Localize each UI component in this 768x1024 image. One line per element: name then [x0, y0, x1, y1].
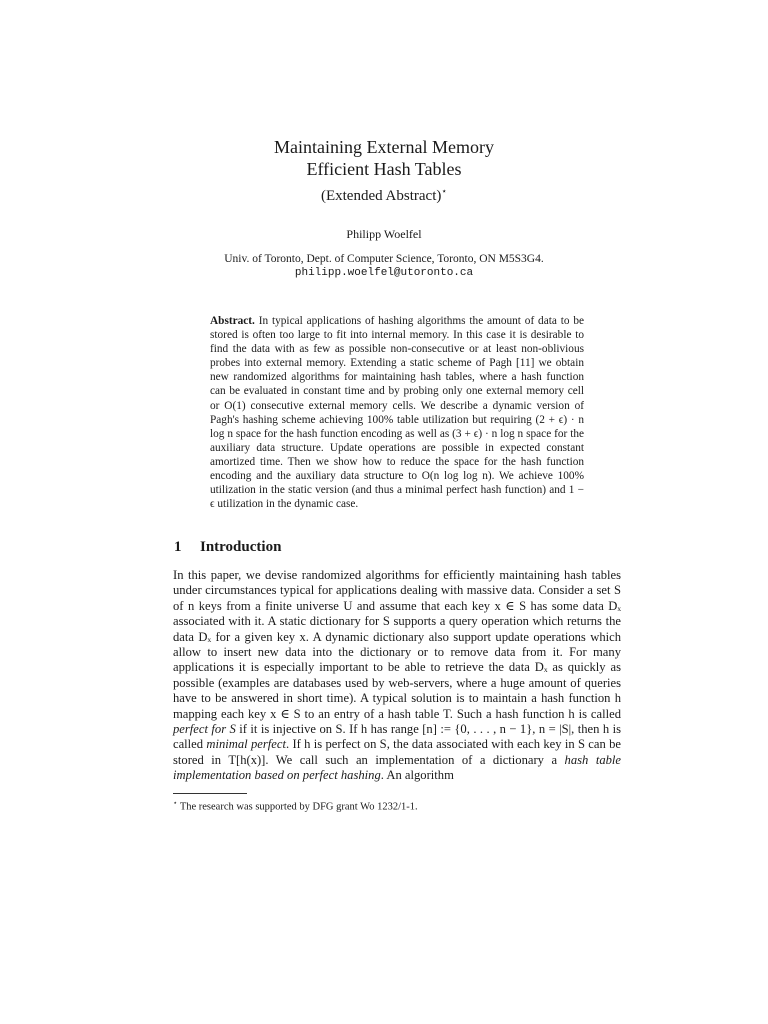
abstract — [210, 314, 584, 511]
subtitle-text: (Extended Abstract) — [320, 188, 442, 204]
footnote-text: The research was supported by DFG grant Wo 1232/1-1. — [179, 801, 418, 813]
intro-text-3: . If h is perfect on S, the data associated with each key in S can be stored in T[h(x)]. We call such an implementation of a dictionary a — [173, 737, 621, 767]
author-affiliation: Univ. of Toronto, Dept. of Computer Science, Toronto, ON M5S3G4. — [224, 253, 544, 265]
intro-text-4: . An algorithm — [380, 768, 454, 783]
abstract-label: Abstract. — [210, 315, 255, 327]
section-title: Introduction — [200, 539, 282, 555]
author-name: Philipp Woelfel — [346, 227, 422, 241]
intro-text-1: In this paper, we devise randomized algorithms for efficiently maintaining hash tables under circumstances typical for applications dealing with massive data. Consider a set S of n keys from a finite universe U and assume that each key x ∈ S has some data Dₓ associated with it. A static dictionary for S supports a query operation which returns the data Dₓ for a given key x. A dynamic dictionary also support update operations which allow to insert new data into the dictionary or to remove data from it. For many applications it is especially important to be able to retrieve the data Dₓ as quickly as possible (examples are databases used by web-servers, where a huge amount of queries have to be answered in short time). A typical solution is to maintain a hash function h mapping each key x ∈ S to an entry of a hash table T. Such a hash function h is called — [173, 568, 621, 721]
intro-text-2: if it is injective on S. If h has range [n] := {0, . . . , n − 1}, n = |S|, then h is called — [173, 722, 621, 752]
intro-emph-hash-table-impl: hash table implementation based on perfect hashing — [173, 752, 622, 783]
abstract-text: In typical applications of hashing algorithms the amount of data to be stored is often too large to fit into internal memory. In this case it is desirable to find the data with as few as possible non-consecutive or at least non-oblivious probes into external memory. Extending a static scheme of Pagh [11] we obtain new randomized algorithms for maintaining hash tables, where a hash function can be evaluated in constant time and by probing only one external memory cell or O(1) consecutive external memory cells. We describe a dynamic version of Pagh's hashing scheme achieving 100% table utilization but requiring (2 + ϵ) · n log n space for the hash function encoding as well as (3 + ϵ) · n log n space for the auxiliary data structure. Update operations are possible in expected constant amortized time. Then we show how to reduce the space for the hash function encoding and the auxiliary data structure to O(n log log n). We achieve 100% utilization in the static version (and thus a minimal perfect hash function) and 1 − ϵ utilization in the dynamic case. — [210, 315, 585, 511]
paper-subtitle — [0, 182, 768, 205]
author-email: philipp.woelfel@utoronto.ca — [294, 267, 474, 279]
paper-title-line-2: Efficient Hash Tables — [306, 159, 462, 179]
footnote-mark: ⋆ — [173, 799, 178, 807]
section-heading — [174, 537, 281, 557]
intro-emph-perfect-for-s: perfect for S — [173, 722, 236, 737]
section-number: 1 — [174, 539, 182, 555]
introduction-paragraph — [173, 568, 621, 784]
footnote — [173, 797, 418, 814]
intro-emph-minimal-perfect: minimal perfect — [206, 737, 286, 752]
paper-title-line-1: Maintaining External Memory — [274, 137, 494, 157]
footnote-rule — [173, 793, 247, 794]
subtitle-footnote-mark: ⋆ — [441, 186, 447, 196]
